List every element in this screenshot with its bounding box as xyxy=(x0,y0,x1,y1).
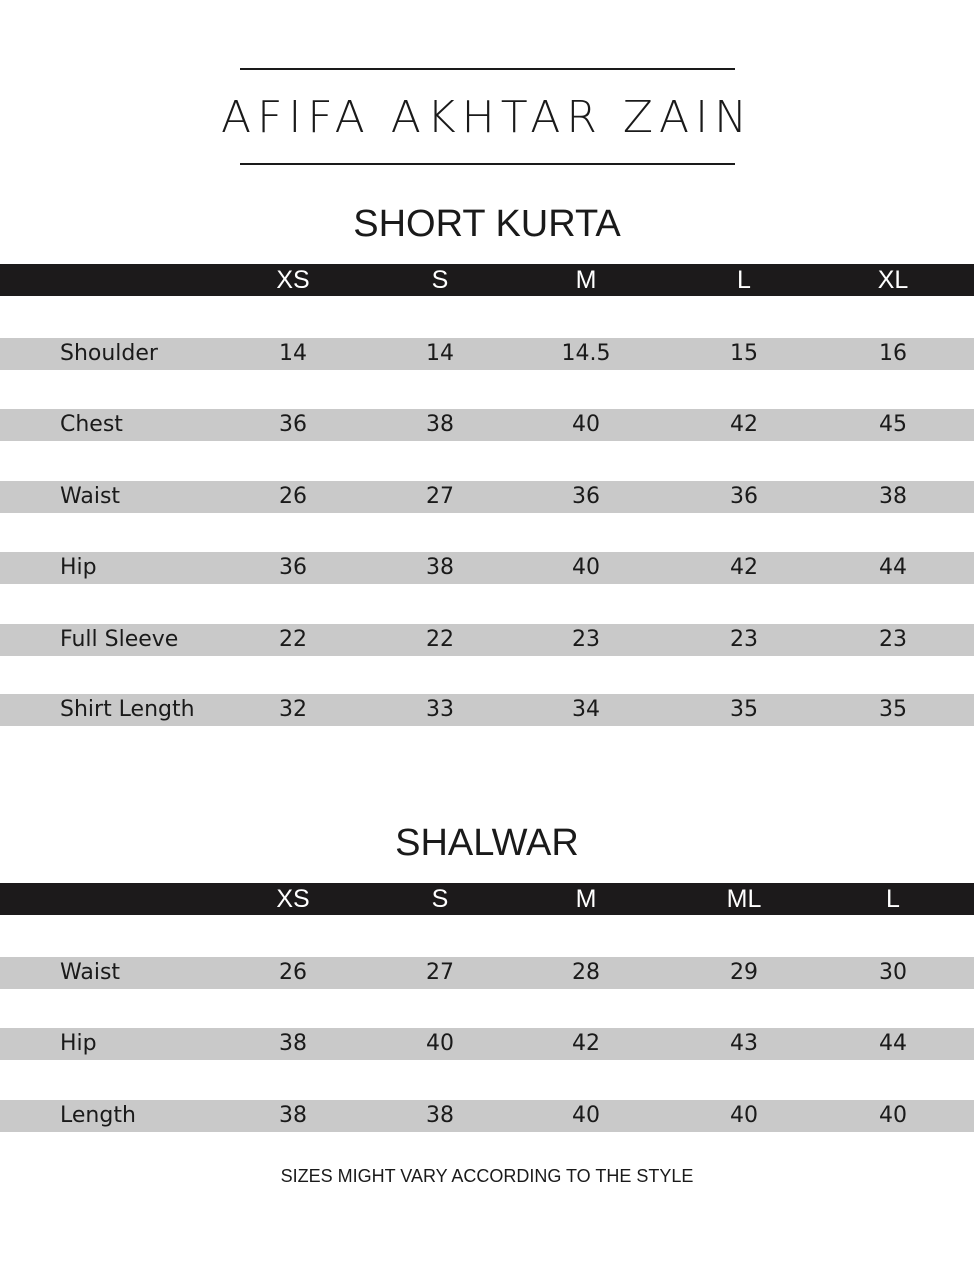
table-cell: 29 xyxy=(730,960,758,985)
table-cell: 40 xyxy=(879,1103,907,1128)
table-cell: 45 xyxy=(879,412,907,437)
row-label: Hip xyxy=(60,555,97,580)
table-cell: 27 xyxy=(426,484,454,509)
table-cell: 38 xyxy=(426,1103,454,1128)
table-cell: 16 xyxy=(879,341,907,366)
row-label: Waist xyxy=(60,484,121,509)
row-label: Hip xyxy=(60,1031,97,1056)
table-cell: 27 xyxy=(426,960,454,985)
table-cell: 42 xyxy=(730,412,758,437)
row-label: Shirt Length xyxy=(60,697,195,722)
row-label: Length xyxy=(60,1103,136,1128)
row-label: Chest xyxy=(60,412,123,437)
table-cell: 30 xyxy=(879,960,907,985)
table-row xyxy=(0,409,974,441)
table-cell: 28 xyxy=(572,960,600,985)
row-label: Shoulder xyxy=(60,341,158,366)
table-cell: 32 xyxy=(279,697,307,722)
table-cell: 23 xyxy=(572,627,600,652)
table-cell: 26 xyxy=(279,960,307,985)
shalwar-size-header xyxy=(0,883,974,915)
kurta-size-header xyxy=(0,264,974,296)
shalwar-title: SHALWAR xyxy=(395,822,579,864)
table-cell: 40 xyxy=(572,1103,600,1128)
shalwar-size-xs: XS xyxy=(276,885,310,913)
brand-bottom-rule xyxy=(240,163,735,165)
kurta-size-m: M xyxy=(575,266,597,294)
table-row xyxy=(0,957,974,989)
table-cell: 44 xyxy=(879,555,907,580)
brand-top-rule xyxy=(240,68,735,70)
table-cell: 34 xyxy=(572,697,600,722)
table-row xyxy=(0,338,974,370)
kurta-size-l: L xyxy=(737,266,751,294)
table-cell: 35 xyxy=(879,697,907,722)
row-label: Full Sleeve xyxy=(60,627,179,652)
sizing-footnote: SIZES MIGHT VARY ACCORDING TO THE STYLE xyxy=(280,1166,694,1186)
table-cell: 26 xyxy=(279,484,307,509)
kurta-title: SHORT KURTA xyxy=(353,203,621,245)
table-cell: 14 xyxy=(426,341,454,366)
table-cell: 36 xyxy=(572,484,600,509)
shalwar-size-s: S xyxy=(431,885,449,913)
table-cell: 14 xyxy=(279,341,307,366)
table-row xyxy=(0,1028,974,1060)
table-row xyxy=(0,552,974,584)
table-cell: 42 xyxy=(572,1031,600,1056)
table-cell: 36 xyxy=(279,412,307,437)
table-cell: 38 xyxy=(279,1031,307,1056)
table-cell: 44 xyxy=(879,1031,907,1056)
table-row xyxy=(0,481,974,513)
table-cell: 38 xyxy=(879,484,907,509)
table-cell: 42 xyxy=(730,555,758,580)
table-row xyxy=(0,624,974,656)
row-label: Waist xyxy=(60,960,121,985)
table-cell: 40 xyxy=(572,555,600,580)
table-row xyxy=(0,694,974,726)
table-cell: 15 xyxy=(730,341,758,366)
table-cell: 22 xyxy=(279,627,307,652)
table-cell: 33 xyxy=(426,697,454,722)
table-cell: 38 xyxy=(426,412,454,437)
table-cell: 35 xyxy=(730,697,758,722)
table-cell: 38 xyxy=(426,555,454,580)
table-cell: 40 xyxy=(572,412,600,437)
shalwar-size-l: L xyxy=(886,885,900,913)
brand-name: AFIFA AKHTAR ZAIN xyxy=(220,92,754,143)
table-cell: 43 xyxy=(730,1031,758,1056)
table-cell: 22 xyxy=(426,627,454,652)
table-cell: 23 xyxy=(879,627,907,652)
shalwar-size-m: M xyxy=(575,885,597,913)
table-cell: 40 xyxy=(730,1103,758,1128)
table-cell: 23 xyxy=(730,627,758,652)
kurta-size-s: S xyxy=(431,266,449,294)
table-cell: 40 xyxy=(426,1031,454,1056)
table-row xyxy=(0,1100,974,1132)
table-cell: 36 xyxy=(730,484,758,509)
table-cell: 38 xyxy=(279,1103,307,1128)
kurta-size-xl: XL xyxy=(877,266,909,294)
table-cell: 14.5 xyxy=(561,341,611,366)
shalwar-size-ml: ML xyxy=(726,885,762,913)
kurta-size-xs: XS xyxy=(276,266,310,294)
table-cell: 36 xyxy=(279,555,307,580)
